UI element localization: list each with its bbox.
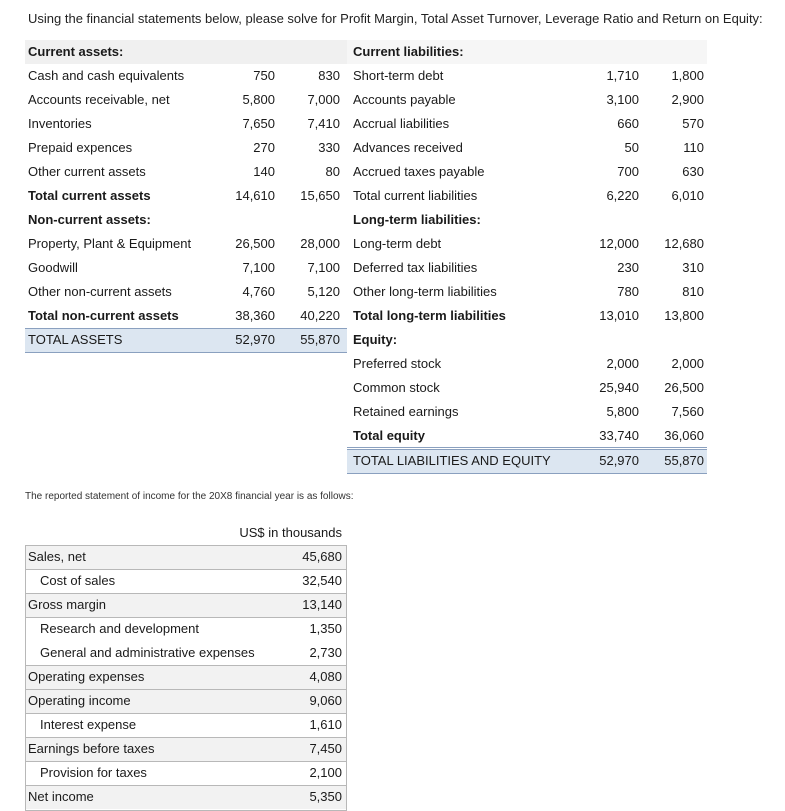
right-value-20x8: 810 bbox=[682, 284, 704, 299]
right-value-20x7: 780 bbox=[617, 284, 639, 299]
right-value-20x8: 13,800 bbox=[664, 308, 704, 323]
is-label: Earnings before taxes bbox=[28, 741, 155, 756]
right-value-20x7: 660 bbox=[617, 116, 639, 131]
bs-row-15 bbox=[25, 376, 707, 400]
left-label: Other non-current assets bbox=[28, 284, 172, 299]
is-value: 13,140 bbox=[302, 597, 342, 612]
right-value-20x7: 33,740 bbox=[599, 428, 639, 443]
left-value-20x7: 38,360 bbox=[235, 308, 275, 323]
is-label: General and administrative expenses bbox=[40, 645, 255, 660]
right-value-20x7: 700 bbox=[617, 164, 639, 179]
right-value-20x7: 2,000 bbox=[606, 356, 639, 371]
bs-row-12 bbox=[25, 304, 707, 328]
is-value: 2,100 bbox=[309, 765, 342, 780]
left-label: Total current assets bbox=[28, 188, 151, 203]
bs-row-10 bbox=[25, 256, 707, 280]
bs-row-7 bbox=[25, 184, 707, 208]
left-value-20x7: 14,610 bbox=[235, 188, 275, 203]
left-value-20x8: 55,870 bbox=[300, 332, 340, 347]
is-row bbox=[25, 665, 347, 689]
right-label: Long-term liabilities: bbox=[353, 212, 481, 227]
bs-row-5 bbox=[25, 136, 707, 160]
bs-row-14 bbox=[25, 352, 707, 376]
right-label: Common stock bbox=[353, 380, 440, 395]
right-label: Short-term debt bbox=[353, 68, 444, 83]
right-value-20x8: 26,500 bbox=[664, 380, 704, 395]
left-value-20x7: 5,800 bbox=[242, 92, 275, 107]
left-value-20x7: 26,500 bbox=[235, 236, 275, 251]
right-label: Total long-term liabilities bbox=[353, 308, 506, 323]
right-label: Retained earnings bbox=[353, 404, 459, 419]
left-value-20x8: 7,000 bbox=[307, 92, 340, 107]
right-value-20x8: 6,010 bbox=[671, 188, 704, 203]
right-value-20x8: 1,800 bbox=[671, 68, 704, 83]
left-value-20x7: 52,970 bbox=[235, 332, 275, 347]
is-label: Research and development bbox=[40, 621, 199, 636]
bs-row-6 bbox=[25, 160, 707, 184]
right-label: Current liabilities: bbox=[353, 44, 464, 59]
is-row bbox=[25, 713, 347, 737]
is-row bbox=[25, 689, 347, 713]
right-value-20x7: 52,970 bbox=[599, 453, 639, 468]
bs-row-4 bbox=[25, 112, 707, 136]
right-value-20x8: 36,060 bbox=[664, 428, 704, 443]
is-label: Cost of sales bbox=[40, 573, 116, 588]
is-label: Net income bbox=[28, 789, 94, 804]
is-value: 9,060 bbox=[309, 693, 342, 708]
is-row bbox=[25, 593, 347, 617]
right-label: Accounts payable bbox=[353, 92, 456, 107]
left-value-20x8: 5,120 bbox=[307, 284, 340, 299]
left-value-20x8: 7,410 bbox=[307, 116, 340, 131]
is-value: 4,080 bbox=[309, 669, 342, 684]
bs-row-17 bbox=[25, 424, 707, 448]
right-value-20x8: 12,680 bbox=[664, 236, 704, 251]
left-label: Current assets: bbox=[28, 44, 124, 59]
left-value-20x8: 40,220 bbox=[300, 308, 340, 323]
right-label: Preferred stock bbox=[353, 356, 442, 371]
right-value-20x7: 1,710 bbox=[606, 68, 639, 83]
left-label: Prepaid expences bbox=[28, 140, 133, 155]
is-row bbox=[25, 545, 347, 569]
bs-row-18 bbox=[25, 449, 707, 473]
right-label: Deferred tax liabilities bbox=[353, 260, 478, 275]
left-label: Property, Plant & Equipment bbox=[28, 236, 192, 251]
right-value-20x8: 110 bbox=[683, 140, 704, 155]
left-label: Other current assets bbox=[28, 164, 146, 179]
is-label: Provision for taxes bbox=[40, 765, 147, 780]
bs-row-3 bbox=[25, 88, 707, 112]
right-value-20x8: 2,000 bbox=[671, 356, 704, 371]
right-value-20x7: 230 bbox=[617, 260, 639, 275]
right-value-20x7: 50 bbox=[624, 140, 639, 155]
left-label: Non-current assets: bbox=[28, 212, 151, 227]
right-value-20x7: 13,010 bbox=[599, 308, 639, 323]
right-value-20x8: 2,900 bbox=[671, 92, 704, 107]
right-value-20x8: 570 bbox=[682, 116, 704, 131]
is-value: 5,350 bbox=[309, 789, 342, 804]
bs-row-16 bbox=[25, 400, 707, 424]
is-label: Operating income bbox=[28, 693, 131, 708]
right-label: Total equity bbox=[353, 428, 425, 443]
left-label: Goodwill bbox=[28, 260, 78, 275]
is-label: Sales, net bbox=[28, 549, 86, 564]
left-value-20x7: 4,760 bbox=[242, 284, 275, 299]
right-value-20x7: 3,100 bbox=[606, 92, 639, 107]
right-label: Accrued taxes payable bbox=[353, 164, 485, 179]
right-label: Other long-term liabilities bbox=[353, 284, 497, 299]
is-header-row bbox=[25, 521, 347, 545]
is-value: 1,610 bbox=[309, 717, 342, 732]
right-label: Accrual liabilities bbox=[353, 116, 450, 131]
bs-row-11 bbox=[25, 280, 707, 304]
left-value-20x8: 28,000 bbox=[300, 236, 340, 251]
is-value: 7,450 bbox=[309, 741, 342, 756]
is-value: 2,730 bbox=[309, 645, 342, 660]
left-label: Total non-current assets bbox=[28, 308, 179, 323]
is-label: Operating expenses bbox=[28, 669, 145, 684]
is-row bbox=[25, 785, 347, 809]
left-value-20x8: 15,650 bbox=[300, 188, 340, 203]
right-label: Advances received bbox=[353, 140, 463, 155]
right-label: TOTAL LIABILITIES AND EQUITY bbox=[353, 453, 551, 468]
is-row bbox=[25, 737, 347, 761]
question-text: Using the financial statements below, please solve for Profit Margin, Total Asset Turnover, Leverage Ratio and Return on Equity: bbox=[28, 11, 763, 26]
left-value-20x7: 750 bbox=[253, 68, 275, 83]
left-value-20x7: 7,100 bbox=[242, 260, 275, 275]
left-value-20x7: 7,650 bbox=[242, 116, 275, 131]
bs-row-8 bbox=[25, 208, 707, 232]
right-label: Equity: bbox=[353, 332, 398, 347]
right-label: Long-term debt bbox=[353, 236, 442, 251]
currency-header: US$ in thousands bbox=[239, 525, 342, 540]
left-label: TOTAL ASSETS bbox=[28, 332, 123, 347]
right-value-20x7: 5,800 bbox=[606, 404, 639, 419]
is-label: Interest expense bbox=[40, 717, 137, 732]
is-label: Gross margin bbox=[28, 597, 107, 612]
left-value-20x8: 80 bbox=[325, 164, 340, 179]
left-value-20x8: 7,100 bbox=[307, 260, 340, 275]
right-value-20x8: 7,560 bbox=[671, 404, 704, 419]
left-value-20x7: 140 bbox=[253, 164, 275, 179]
bs-row-1 bbox=[25, 40, 707, 64]
is-value: 1,350 bbox=[309, 621, 342, 636]
bs-row-13 bbox=[25, 328, 707, 352]
left-label: Cash and cash equivalents bbox=[28, 68, 185, 83]
right-value-20x7: 12,000 bbox=[599, 236, 639, 251]
right-value-20x8: 630 bbox=[682, 164, 704, 179]
right-value-20x8: 55,870 bbox=[664, 453, 704, 468]
right-value-20x7: 6,220 bbox=[606, 188, 639, 203]
right-label: Total current liabilities bbox=[353, 188, 478, 203]
right-value-20x7: 25,940 bbox=[599, 380, 639, 395]
is-row bbox=[25, 761, 347, 785]
left-value-20x8: 830 bbox=[318, 68, 340, 83]
is-row bbox=[25, 617, 347, 641]
right-value-20x8: 310 bbox=[682, 260, 704, 275]
bs-row-9 bbox=[25, 232, 707, 256]
left-label: Inventories bbox=[28, 116, 92, 131]
is-row bbox=[25, 569, 347, 593]
bs-row-2 bbox=[25, 64, 707, 88]
is-value: 32,540 bbox=[302, 573, 342, 588]
is-value: 45,680 bbox=[302, 549, 342, 564]
left-label: Accounts receivable, net bbox=[28, 92, 170, 107]
left-value-20x8: 330 bbox=[318, 140, 340, 155]
left-value-20x7: 270 bbox=[253, 140, 275, 155]
is-row bbox=[25, 641, 347, 665]
income-note: The reported statement of income for the 20X8 financial year is as follows: bbox=[25, 491, 354, 502]
